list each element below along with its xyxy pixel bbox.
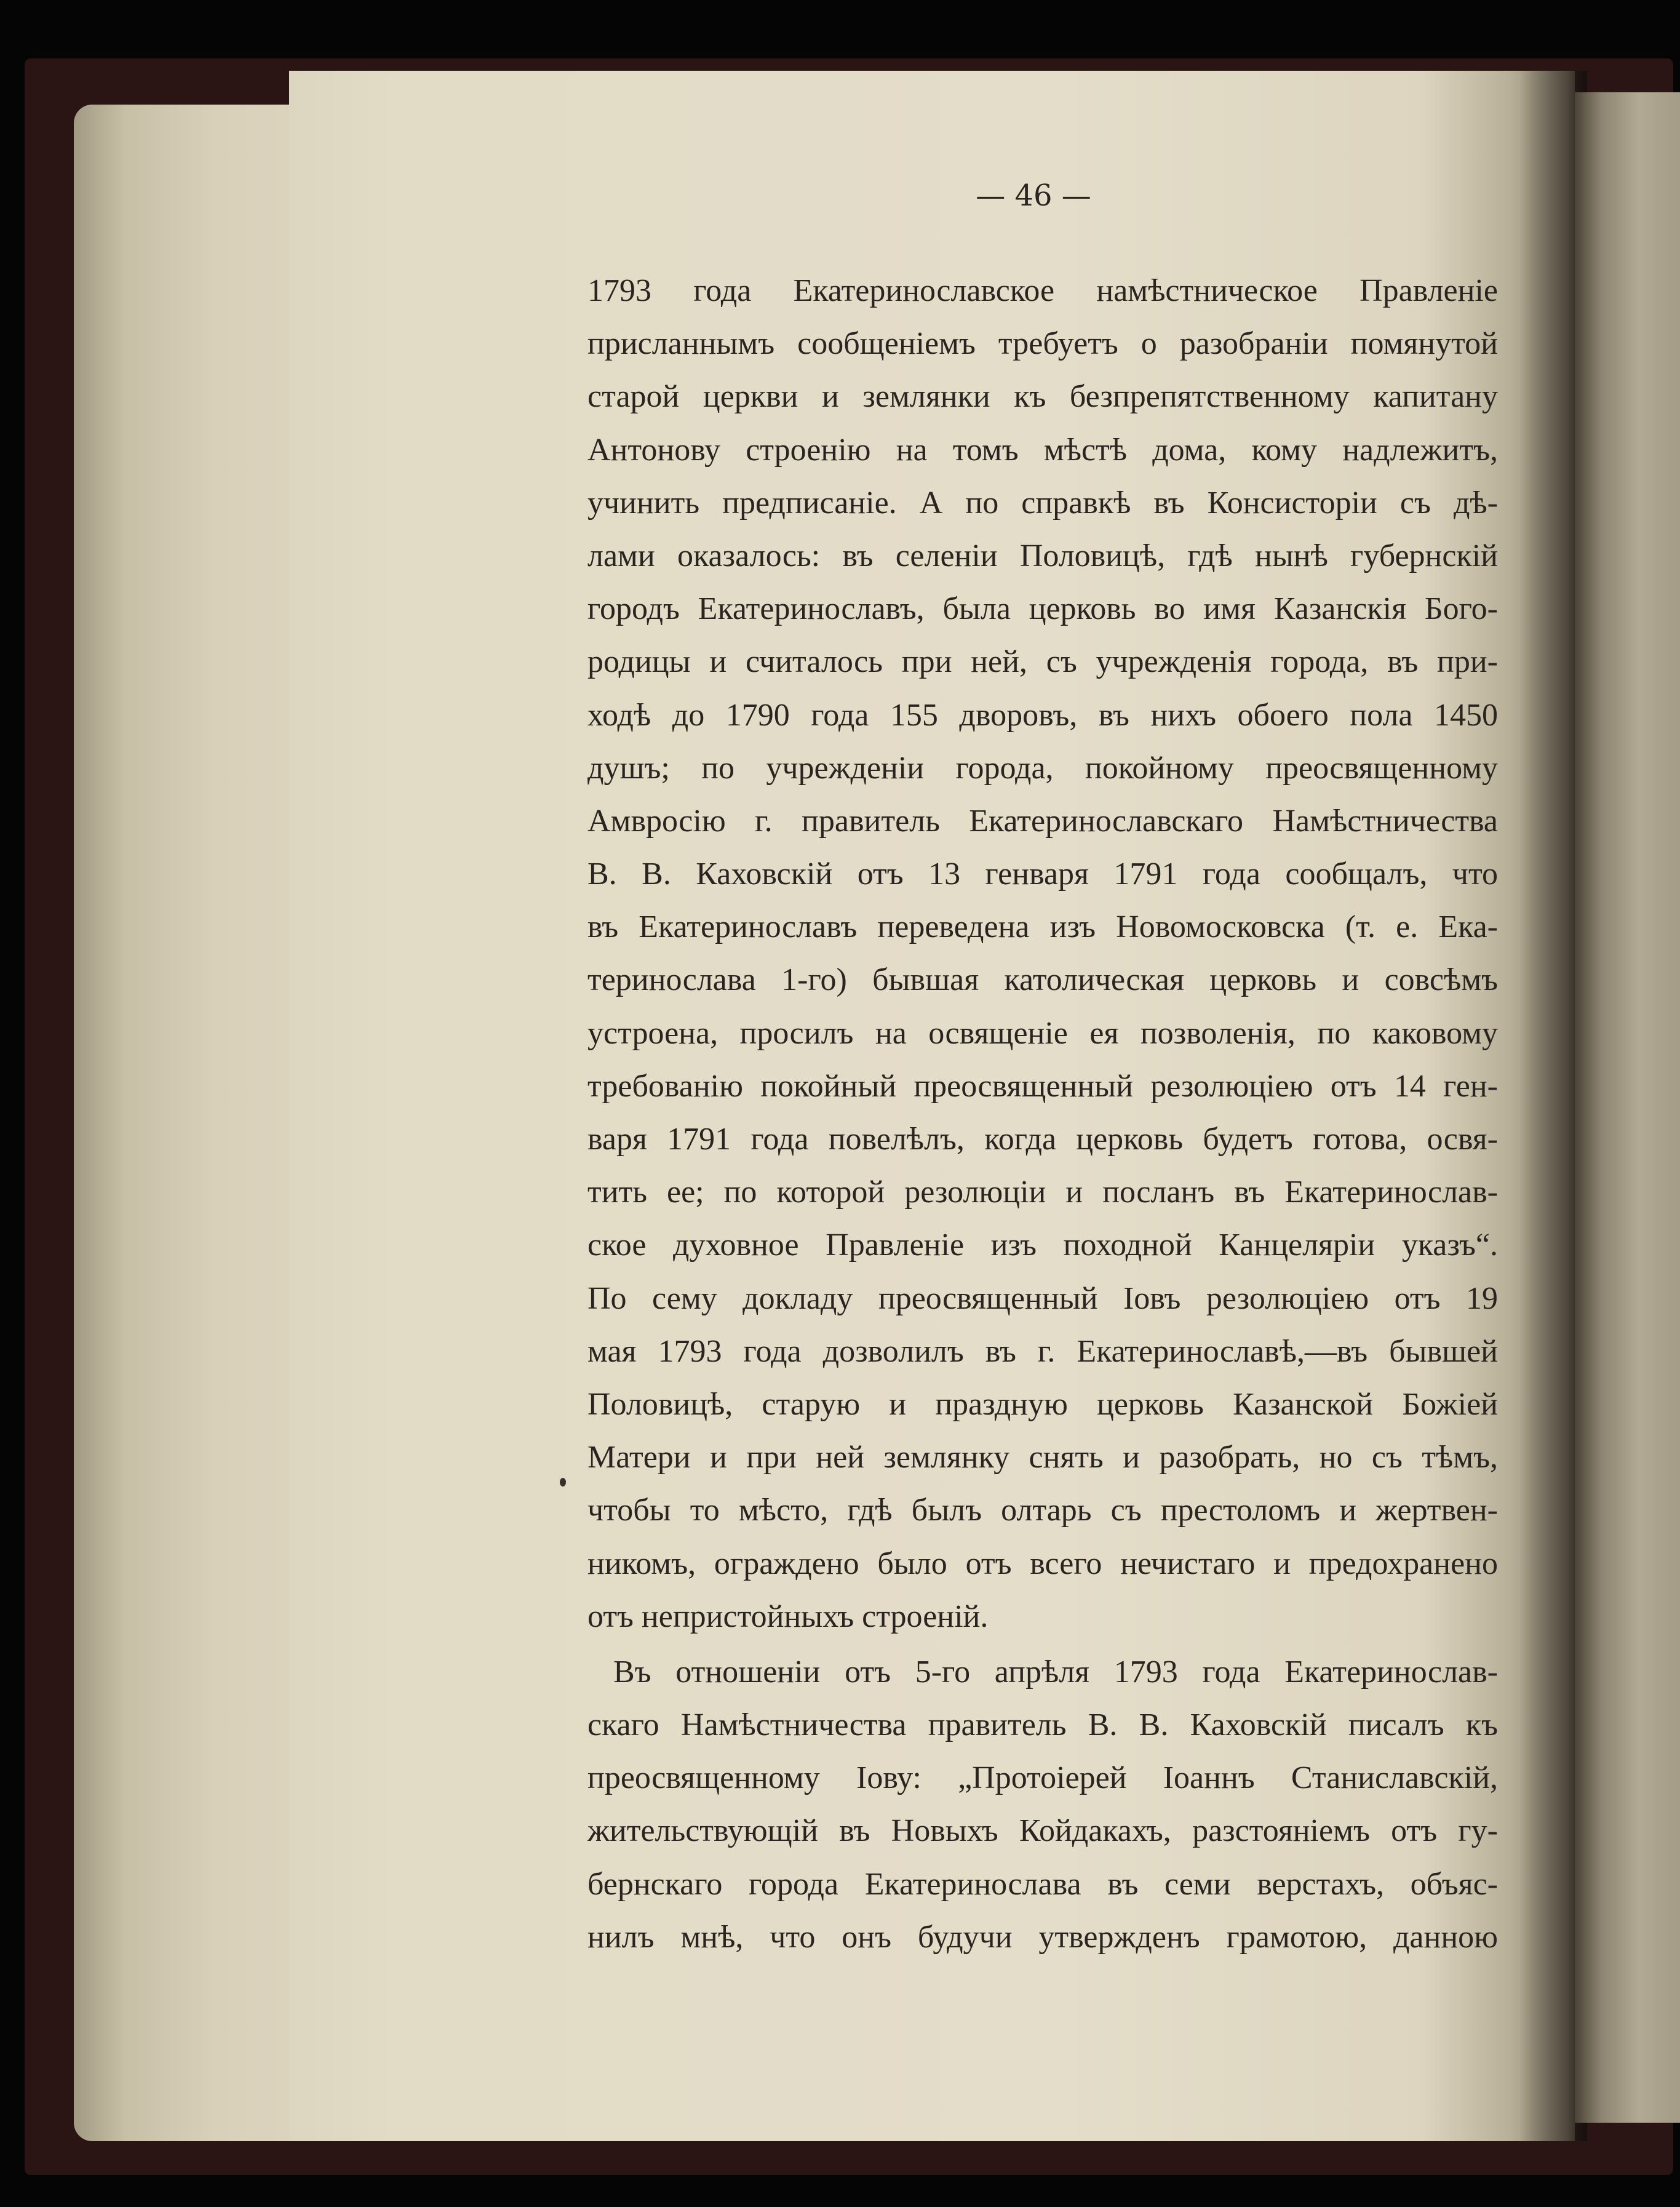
text-line: душъ; по учрежденіи города, покойному преосвященному <box>587 750 1498 786</box>
text-line: тить ее; по которой резолюціи и посланъ въ Екатеринослав- <box>587 1175 1498 1210</box>
text-line: учинить предписаніе. А по справкѣ въ Консисторіи съ дѣ- <box>587 485 1498 521</box>
text-line: нилъ мнѣ, что онъ будучи утвержденъ грамотою, данною <box>587 1919 1498 1955</box>
text-line: требованію покойный преосвященный резолюціею отъ 14 ген- <box>587 1068 1498 1104</box>
text-line: В. В. Каховскій отъ 13 генваря 1791 года сообщалъ, что <box>587 856 1498 892</box>
text-line: лами оказалось: въ селеніи Половицѣ, гдѣ нынѣ губернскій <box>587 538 1498 573</box>
text-line: бернскаго города Екатеринослава въ семи верстахъ, объяс- <box>587 1866 1498 1902</box>
text-line: ское духовное Правленіе изъ походной Канцеляріи указъ“. <box>587 1227 1498 1263</box>
text-line: По сему докладу преосвященный Іовъ резолюціею отъ 19 <box>587 1280 1498 1316</box>
text-line: ходѣ до 1790 года 155 дворовъ, въ нихъ обоего пола 1450 <box>587 697 1498 733</box>
text-line: Половицѣ, старую и праздную церковь Казанской Божіей <box>587 1386 1498 1422</box>
body-text <box>587 265 1498 1964</box>
paragraph <box>587 265 1498 1643</box>
text-line: Въ отношеніи отъ 5-го апрѣля 1793 года Екатеринослав- <box>613 1654 1498 1690</box>
text-line: городъ Екатеринославъ, была церковь во имя Казанскія Бого- <box>587 591 1498 627</box>
text-line: Антонову строенію на томъ мѣстѣ дома, кому надлежитъ, <box>587 432 1498 468</box>
text-line: скаго Намѣстничества правитель В. В. Каховскій писалъ къ <box>587 1707 1498 1743</box>
text-line: жительствующій въ Новыхъ Койдакахъ, разстояніемъ отъ гу- <box>587 1813 1498 1849</box>
text-line: Амвросію г. правитель Екатеринославскаго Намѣстничества <box>587 803 1498 839</box>
text-line: отъ непристойныхъ строеній. <box>587 1598 989 1634</box>
text-line: присланнымъ сообщеніемъ требуетъ о разобраніи помянутой <box>587 326 1498 362</box>
facing-page <box>1575 92 1680 2123</box>
text-line: чтобы то мѣсто, гдѣ былъ олтарь съ престоломъ и жертвен- <box>587 1493 1498 1528</box>
page-number: — 46 — <box>976 178 1091 213</box>
text-line: устроена, просилъ на освященіе ея позволенія, по каковому <box>587 1015 1498 1051</box>
paragraph <box>587 1646 1498 1964</box>
text-line: никомъ, ограждено было отъ всего нечистаго и предохранено <box>587 1546 1498 1581</box>
margin-ink-mark <box>560 1478 566 1487</box>
text-line: родицы и считалось при ней, съ учрежденія города, въ при- <box>587 644 1498 680</box>
text-line: 1793 года Екатеринославское намѣстническое Правленіе <box>587 273 1498 308</box>
text-line: преосвященному Іову: „Протоіерей Іоаннъ Станиславскій, <box>587 1760 1498 1796</box>
text-line: Матери и при ней землянку снять и разобрать, но съ тѣмъ, <box>587 1440 1498 1475</box>
text-line: старой церкви и землянки къ безпрепятственному капитану <box>587 379 1498 415</box>
text-line: варя 1791 года повелѣлъ, когда церковь будетъ готова, освя- <box>587 1122 1498 1157</box>
text-line: въ Екатеринославъ переведена изъ Новомосковска (т. е. Ека- <box>587 909 1498 945</box>
text-line: мая 1793 года дозволилъ въ г. Екатеринославѣ,—въ бывшей <box>587 1333 1498 1369</box>
text-line: теринослава 1-го) бывшая католическая церковь и совсѣмъ <box>587 962 1498 998</box>
